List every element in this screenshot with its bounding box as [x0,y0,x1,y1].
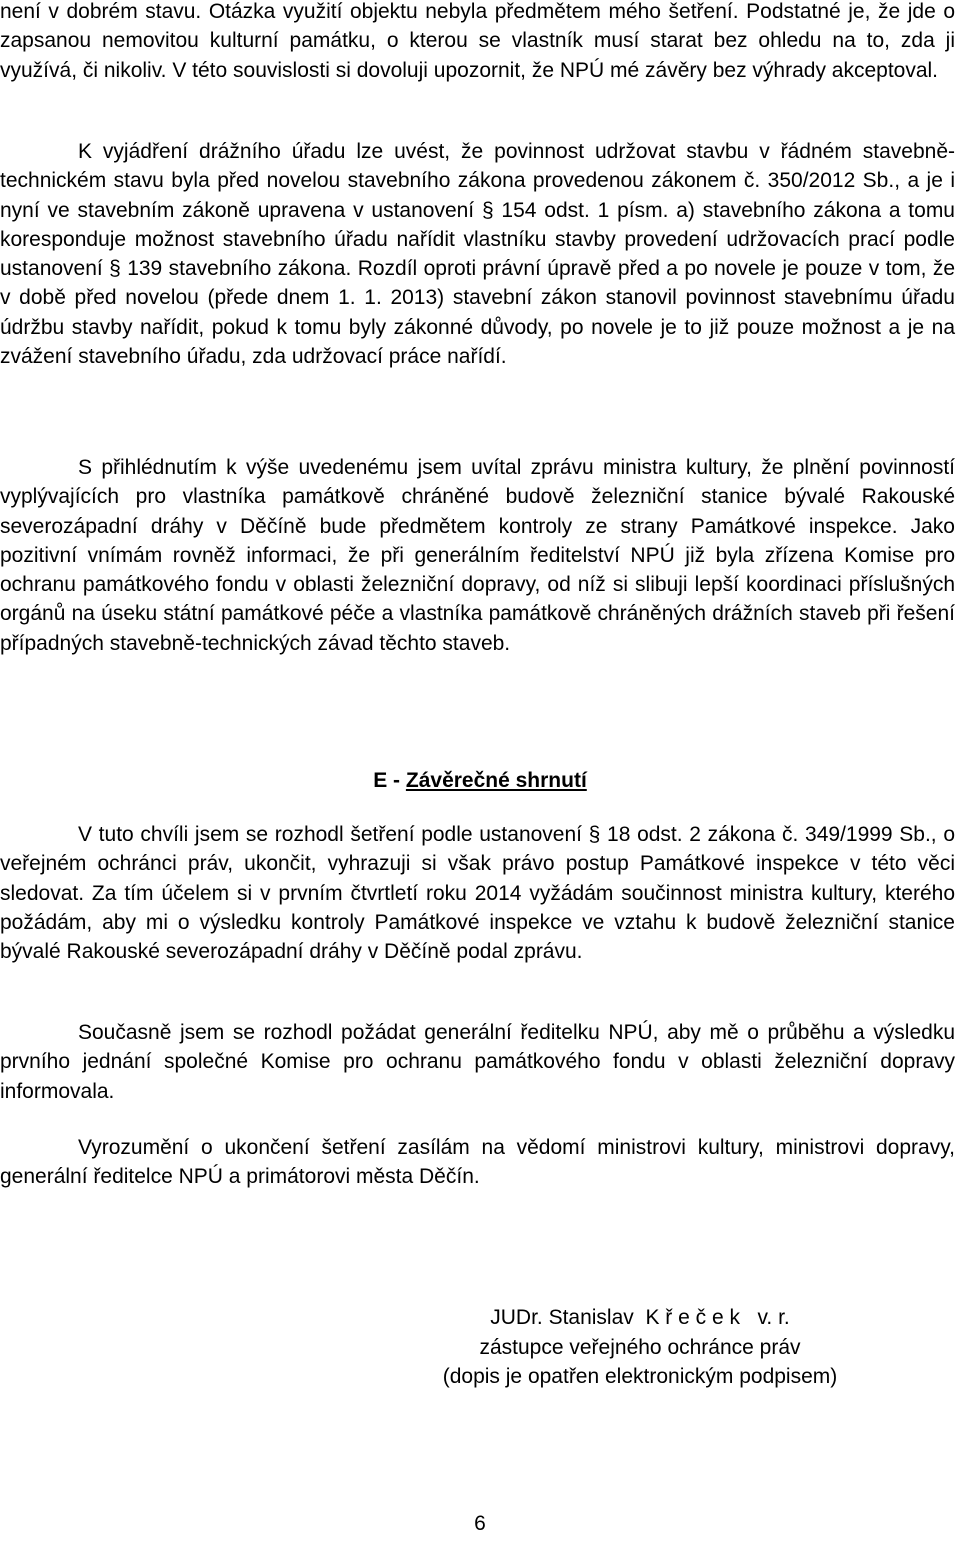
paragraph-building-condition: není v dobrém stavu. Otázka využití objektu nebyla předmětem mého šetření. Podstatné je, že jde o zapsanou nemovitou kulturní památku, o kterou se vlastník musí starat bez ohledu na to, zda ji využívá, či nikoliv. V této souvislosti si dovoluji upozornit, že NPÚ mé závěry bez výhrady akceptoval. [0,0,955,82]
paragraph-conclusion: V tuto chvíli jsem se rozhodl šetření podle ustanovení § 18 odst. 2 zákona č. 349/1999 Sb., o veřejném ochránci práv, ukončit, vyhrazuji si však právo postup Památkové inspekce v této věci sledovat. Za tím účelem si v prvním čtvrtletí roku 2014 vyžádám součinnost ministra kultury, kterého požádám, aby mi o výsledku kontroly Památkové inspekce ve vztahu k budově železniční stanice bývalé Rakouské severozápadní dráhy v Děčíně podal zprávu. [0,823,955,964]
signature-name: JUDr. Stanislav K ř e č e k v. r. [490,1306,790,1329]
paragraph-notification: Vyrozumění o ukončení šetření zasílám na vědomí ministrovi kultury, ministrovi dopravy, generální ředitelce NPÚ a primátorovi města Děčín. [0,1136,955,1189]
signature-note: (dopis je opatřen elektronickým podpisem) [442,1365,838,1388]
page-number: 6 [474,1512,486,1535]
paragraph-commission-request: Současně jsem se rozhodl požádat generální ředitelku NPÚ, aby mě o průběhu a výsledku prvního jednání společné Komise pro ochranu památkového fondu v oblasti železniční dopravy informovala. [0,1021,955,1103]
signature-block [380,1303,900,1392]
paragraph-minister-report: S přihlédnutím k výše uvedenému jsem uvítal zprávu ministra kultury, že plnění povinností vyplývajících pro vlastníka památkově chráněné budově železniční stanice bývalé Rakouské severozápadní dráhy v Děčíně bude předmětem kontroly ze strany Památkové inspekce. Jako pozitivní vnímám rovněž informaci, že při generálním ředitelství NPÚ již byla zřízena Komise pro ochranu památkového fondu v oblasti železniční dopravy, od níž si slibuji lepší koordinaci příslušných orgánů na úseku státní památkové péče a vlastníka památkově chráněných drážních staveb při řešení případných stavebně-technických závad těchto staveb. [0,456,955,655]
paragraph-railway-office-statement: K vyjádření drážního úřadu lze uvést, že povinnost udržovat stavbu v řádném stavebně-technickém stavu byla před novelou stavebního zákona provedenou zákonem č. 350/2012 Sb., a je i nyní ve stavebním zákoně upravena v ustanovení § 154 odst. 1 písm. a) stavebního zákona a tomu koresponduje možnost stavebního úřadu nařídit vlastníku stavby provedení udržovacích prací podle ustanovení § 139 stavebního zákona. Rozdíl oproti právní úpravě před a po novele je pouze v tom, že v době před novelou (přede dnem 1. 1. 2013) stavební zákon stanovil povinnost stavebnímu úřadu údržbu stavby nařídit, pokud k tomu byly zákonné důvody, po novele je to již pouze možnost a je na zvážení stavebního úřadu, zda udržovací práce nařídí. [0,140,955,369]
section-heading-title: Závěrečné shrnutí [405,769,587,792]
section-heading-label: E - [373,769,401,792]
section-heading [0,766,960,795]
signature-role: zástupce veřejného ochránce práv [479,1335,801,1359]
